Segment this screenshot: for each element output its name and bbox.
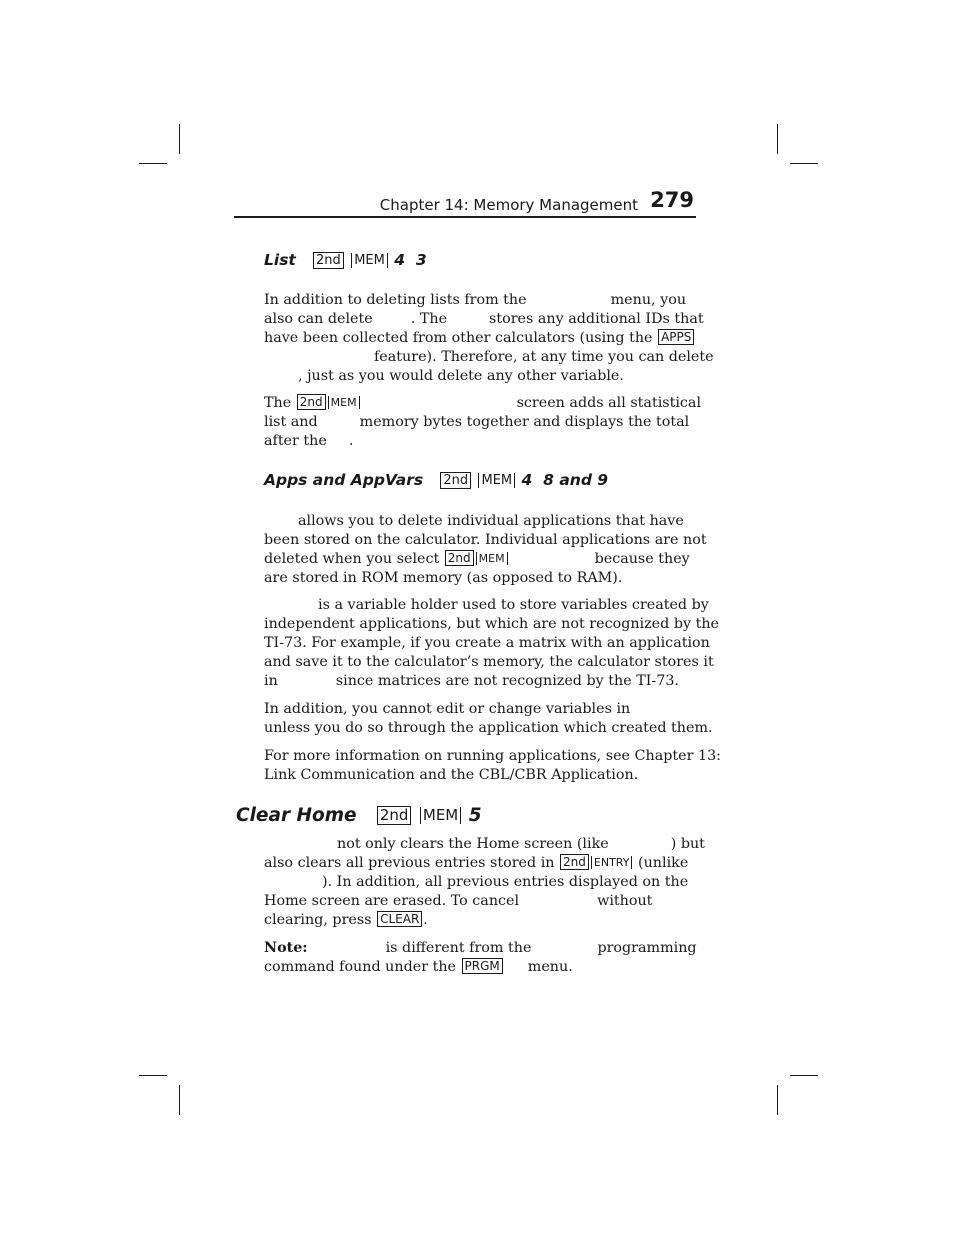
note-paragraph: Note: is different from the programming command found under the PRGM menu. [264, 940, 697, 975]
crop-mark [790, 1075, 818, 1076]
crop-mark [139, 1075, 167, 1076]
running-header [234, 188, 696, 218]
list-paragraph-2: The 2nd MEM screen adds all statistical list and memory bytes together and displays the total after the . [264, 395, 702, 449]
apps-paragraph-4: For more information on running applications, see Chapter 13: Link Communication and the CBL/CBR Application. [264, 748, 721, 783]
crop-mark [179, 124, 180, 154]
list-paragraph-1: In addition to deleting lists from the menu, you also can delete . The stores any additional IDs that have been collected from other calculators (using the APPS feature). Therefore, at any time you can delete , just as you would delete any other variable. [264, 292, 714, 384]
apps-paragraph-2: is a variable holder used to store variables created by independent applications, but which are not recognized by the TI-73. For example, if you create a matrix with an application and save it to the calculator’s memory, the calculator stores it in since matrices are not recognized by the TI-73. [264, 597, 720, 689]
2nd-key: 2nd [313, 252, 344, 269]
apps-heading: Apps and AppVars 2nd MEM 4 8 and 9 [264, 471, 609, 489]
crop-mark [139, 163, 167, 164]
crop-mark [179, 1085, 180, 1115]
prgm-key: PRGM [462, 958, 503, 974]
2nd-key: 2nd [440, 472, 471, 489]
entry-key: ENTRY [591, 856, 633, 869]
2nd-key: 2nd [377, 806, 412, 825]
note-label: Note: [264, 940, 308, 956]
mem-key: MEM [420, 807, 461, 824]
apps-paragraph-1: allows you to delete individual applications that have been stored on the calculator. Individual applications are not deleted when you select 2nd MEM because they are stored in ROM memory (as opposed to RAM). [264, 513, 707, 586]
clear-key: CLEAR [377, 911, 422, 927]
mem-key: MEM [328, 396, 360, 409]
chapter-title: Chapter 14: Memory Management [379, 196, 638, 214]
page-number: 279 [650, 188, 694, 212]
clear-home-paragraph: not only clears the Home screen (like ) but also clears all previous entries stored in 2nd ENTRY (unlike ). In addition, all previous entries displayed on the Home screen are erased. To cancel without clearing, press CLEAR . [264, 836, 705, 928]
2nd-key: 2nd [445, 550, 474, 566]
2nd-key: 2nd [297, 394, 326, 410]
apps-paragraph-3: In addition, you cannot edit or change variables in unless you do so through the application which created them. [264, 701, 713, 736]
clear-home-heading: Clear Home 2nd MEM 5 [236, 805, 482, 826]
crop-mark [790, 163, 818, 164]
mem-key: MEM [351, 253, 388, 268]
crop-mark [777, 124, 778, 154]
mem-key: MEM [478, 473, 515, 488]
mem-key: MEM [476, 552, 508, 565]
list-heading: List 2nd MEM 4 3 [264, 251, 427, 269]
2nd-key: 2nd [560, 854, 589, 870]
crop-mark [777, 1085, 778, 1115]
apps-key: APPS [658, 329, 694, 345]
